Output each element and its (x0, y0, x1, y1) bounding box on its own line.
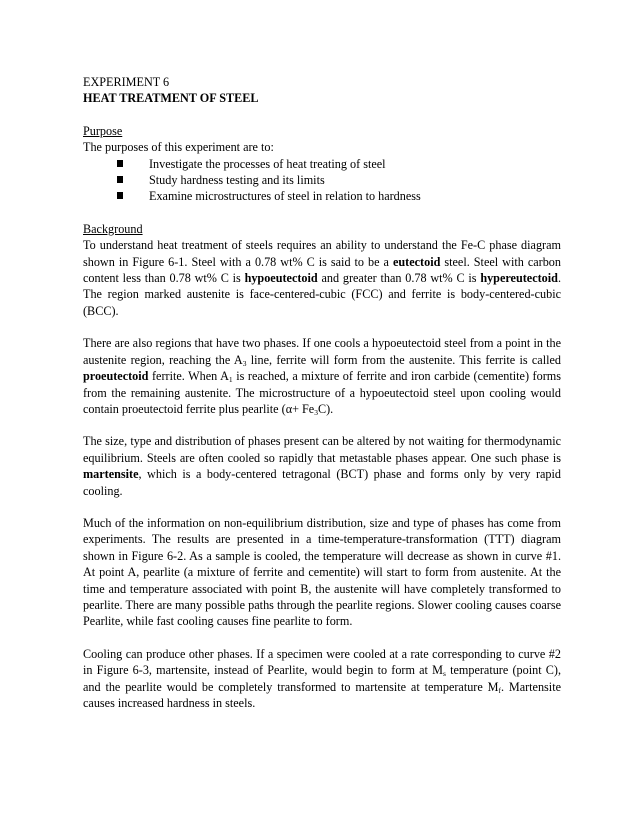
text-run: , which is a body-centered tetragonal (BCT) phase and forms only by very rapid cooling. (83, 467, 561, 498)
text-run: Cooling can produce other phases. If a specimen were cooled at a rate corresponding to curve #2 in Figure 6-3, martensite, instead of Pearlite, would begin to form at M (83, 646, 561, 678)
term-hypereutectoid: hypereutectoid (480, 271, 558, 286)
text-run: temperature (point C), and the pearlite would be completely transformed to martensite at temperature M (83, 663, 561, 694)
text-run: . Martensite causes increased hardness in steels. (83, 679, 561, 710)
square-bullet-icon (117, 176, 123, 183)
text-run: To understand heat treatment of steels requires an ability to understand the Fe-C phase diagram shown in Figure 6-1. Steel with a 0.78 wt% C is said to be a (83, 238, 561, 269)
document-page (83, 74, 561, 711)
background-paragraph-2 (83, 335, 561, 417)
text-run: line, ferrite will form from the austenite. This ferrite is called (246, 352, 561, 367)
purpose-list (83, 156, 561, 205)
purpose-item (83, 156, 561, 172)
purpose-item-text: Investigate the processes of heat treating of steel (149, 156, 386, 171)
text-run: and greater than 0.78 wt% C is (317, 271, 481, 286)
purpose-item-text: Examine microstructures of steel in relation to hardness (149, 189, 421, 204)
square-bullet-icon (117, 192, 123, 199)
term-eutectoid: eutectoid (392, 254, 441, 269)
text-run: ferrite. When A (148, 369, 229, 384)
purpose-item (83, 188, 561, 204)
square-bullet-icon (117, 160, 123, 167)
term-martensite: martensite (83, 467, 139, 482)
subscript: 3 (242, 358, 247, 368)
text-run: is reached, a mixture of ferrite and iron carbide (cementite) forms from the remaining austenite. The microstructure of a hypoeutectoid steel upon cooling would contain proeutectoid ferrite plus pearlite (α+ Fe (83, 369, 561, 416)
text-run: There are also regions that have two phases. If one cools a hypoeutectoid steel from a point in the austenite region, reaching the A (83, 336, 561, 367)
text-run: steel. Steel with carbon content less than 0.78 wt% C is (83, 254, 561, 286)
background-section (83, 221, 561, 712)
background-paragraph-5 (83, 646, 561, 712)
term-hypoeutectoid: hypoeutectoid (244, 271, 318, 286)
purpose-heading: Purpose (83, 123, 123, 138)
term-proeutectoid: proeutectoid (83, 369, 149, 384)
subscript: 1 (228, 375, 233, 385)
purpose-intro: The purposes of this experiment are to: (83, 140, 274, 155)
subscript: 3 (314, 407, 318, 417)
document-title: HEAT TREATMENT OF STEEL (83, 91, 259, 106)
text-run: C). (317, 401, 334, 416)
background-heading: Background (83, 221, 143, 236)
subscript: s (442, 669, 446, 679)
background-paragraph-3 (83, 433, 561, 499)
experiment-number: EXPERIMENT 6 (83, 75, 170, 89)
purpose-item-text: Study hardness testing and its limits (149, 173, 325, 188)
background-paragraph-1 (83, 237, 561, 319)
background-paragraph-4: Much of the information on non-equilibrium distribution, size and type of phases has come from experiments. The results are presented in a time-temperature-transformation (TTT) diagram shown in Figure 6-2. As a sample is cooled, the temperature will decrease as shown in curve #1. At point A, pearlite (a mixture of ferrite and cementite) will start to form from austenite. At the time and temperature associated with point B, the austenite will have completely transformed to pearlite. There are many possible paths through the pearlite regions. Slower cooling causes coarse Pearlite, while fast cooling causes fine pearlite to form. (83, 515, 561, 629)
purpose-section (83, 123, 561, 205)
purpose-item (83, 172, 561, 188)
text-run: . The region marked austenite is face-centered-cubic (FCC) and ferrite is body-centered-cubic (BCC). (83, 271, 561, 318)
text-run: The size, type and distribution of phases present can be altered by not waiting for thermodynamic equilibrium. Steels are often cooled so rapidly that metastable phases appear. One such phase is (83, 434, 561, 465)
subscript: f (498, 685, 501, 695)
